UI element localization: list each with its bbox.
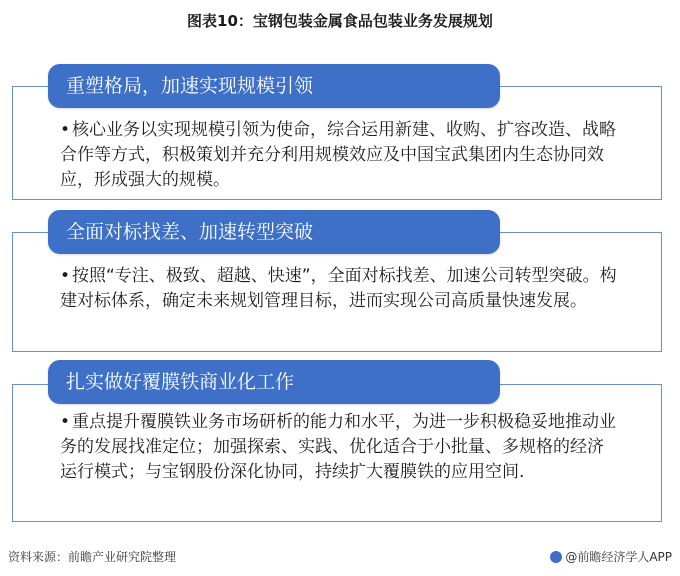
section-heading: 重塑格局，加速实现规模引领: [48, 64, 500, 108]
section-body: 核心业务以实现规模引领为使命，综合运用新建、收购、扩容改造、战略合作等方式，积极策划并充分利用规模效应及中国宝武集团内生态协同效应，形成强大的规模。: [60, 120, 616, 190]
section-heading: 扎实做好覆膜铁商业化工作: [48, 360, 500, 404]
bullet-marker: •: [60, 120, 71, 140]
brand-text: @前瞻经济学人APP: [565, 550, 672, 564]
section-body: 按照“专注、极致、超越、快速”，全面对标找差、加速公司转型突破。构建对标体系，确定未来规划管理目标，进而实现公司高质量快速发展。: [60, 266, 617, 311]
section-text: [60, 118, 620, 193]
footer: [0, 544, 680, 566]
figure-title: 图表10：宝钢包装金属食品包装业务发展规划: [187, 12, 493, 30]
section-text: [60, 410, 620, 485]
section-body: 重点提升覆膜铁业务市场研析的能力和水平，为进一步积极稳妥地推动业务的发展找准定位；加强探索、实践、优化适合于小批量、多规格的经济运行模式；与宝钢股份深化协同，持续扩大覆膜铁的应用空间.: [60, 412, 616, 482]
section-text: [60, 264, 620, 314]
bullet-marker: •: [60, 412, 71, 432]
bullet-marker: •: [60, 266, 71, 286]
section-heading: 全面对标找差、加速转型突破: [48, 210, 500, 254]
source-note: 资料来源：前瞻产业研究院整理: [8, 550, 177, 564]
brand-logo-icon: [550, 551, 562, 563]
brand-credit: [550, 548, 672, 565]
